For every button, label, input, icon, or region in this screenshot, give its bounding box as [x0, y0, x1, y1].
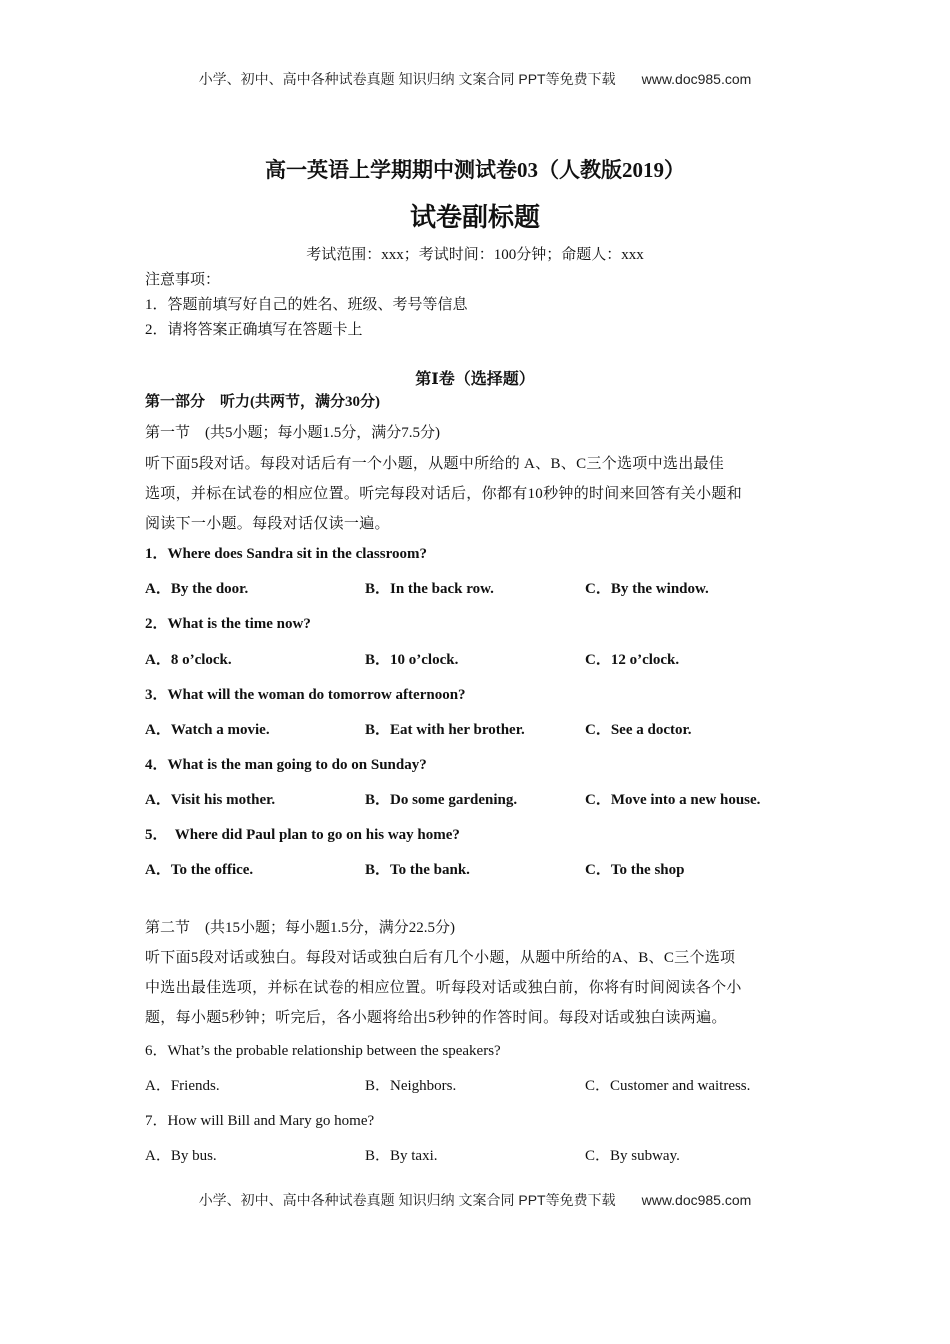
- note-item: 2．请将答案正确填写在答题卡上: [145, 322, 363, 338]
- question: 4．What is the man going to do on Sunday?: [145, 757, 427, 773]
- option-c: C．By subway.: [585, 1148, 680, 1164]
- instruction-line: 选项，并标在试卷的相应位置。听完每段对话后，你都有10秒钟的时间来回答有关小题和: [145, 486, 743, 502]
- question: 7．How will Bill and Mary go home?: [145, 1113, 375, 1129]
- option-a: A．By the door.: [145, 581, 249, 597]
- question: 1．Where does Sandra sit in the classroom?: [145, 546, 427, 562]
- instruction-line: 阅读下一小题。每段对话仅读一遍。: [145, 516, 390, 532]
- option-b: B．To the bank.: [365, 862, 470, 878]
- instruction-line: 听下面5段对话。每段对话后有一个小题，从题中所给的 A、B、C三个选项中选出最佳: [145, 456, 725, 472]
- option-c: C．See a doctor.: [585, 722, 692, 738]
- option-c: C．12 o’clock.: [585, 652, 680, 668]
- notes-heading: 注意事项：: [145, 272, 221, 288]
- option-c: C．Customer and waitress.: [585, 1078, 751, 1094]
- note-item: 1．答题前填写好自己的姓名、班级、考号等信息: [145, 297, 468, 313]
- question: 3．What will the woman do tomorrow afternoon?: [145, 687, 466, 703]
- option-c: C．By the window.: [585, 581, 709, 597]
- option-b: B．Eat with her brother.: [365, 722, 525, 738]
- page-title: 高一英语上学期期中测试卷03（人教版2019）: [265, 158, 685, 182]
- option-c: C．To the shop: [585, 862, 685, 878]
- page-footer: [0, 1190, 950, 1210]
- footer-text: 小学、初中、高中各种试卷真题 知识归纳 文案合同 PPT等免费下载: [198, 1192, 616, 1208]
- page-subtitle: 试卷副标题: [409, 203, 540, 232]
- instruction-line: 题，每小题5秒钟；听完后，各小题将给出5秒钟的作答时间。每段对话或独白读两遍。: [145, 1010, 727, 1026]
- instruction-line: 听下面5段对话或独白。每段对话或独白后有几个小题，从题中所给的A、B、C三个选项: [145, 950, 736, 966]
- option-b: B．By taxi.: [365, 1148, 438, 1164]
- header-text: 小学、初中、高中各种试卷真题 知识归纳 文案合同 PPT等免费下载: [198, 71, 616, 87]
- option-b: B．Do some gardening.: [365, 792, 518, 808]
- question: 6．What’s the probable relationship between the speakers?: [145, 1043, 501, 1059]
- option-a: A．Watch a movie.: [145, 722, 270, 738]
- header-url[interactable]: www.doc985.com: [641, 71, 752, 87]
- question: 5． Where did Paul plan to go on his way home?: [145, 827, 460, 843]
- option-b: B．In the back row.: [365, 581, 494, 597]
- page-header: [0, 69, 950, 89]
- exam-info: 考试范围：xxx；考试时间：100分钟；命题人：xxx: [306, 247, 644, 263]
- option-a: A．By bus.: [145, 1148, 217, 1164]
- question: 2．What is the time now?: [145, 616, 311, 632]
- option-b: B．Neighbors.: [365, 1078, 457, 1094]
- option-a: A．To the office.: [145, 862, 254, 878]
- part-heading: 第一部分 听力(共两节，满分30分): [145, 394, 380, 410]
- volume-title: 第Ⅰ卷（选择题）: [415, 371, 535, 388]
- option-a: A．Visit his mother.: [145, 792, 276, 808]
- instruction-line: 中选出最佳选项，并标在试卷的相应位置。听每段对话或独白前，你将有时间阅读各个小: [145, 980, 742, 996]
- option-b: B．10 o’clock.: [365, 652, 459, 668]
- footer-url[interactable]: www.doc985.com: [641, 1192, 752, 1208]
- option-a: A．8 o’clock.: [145, 652, 232, 668]
- option-a: A．Friends.: [145, 1078, 220, 1094]
- option-c: C．Move into a new house.: [585, 792, 761, 808]
- section-heading: 第二节 (共15小题；每小题1.5分，满分22.5分): [145, 920, 455, 936]
- section-heading: 第一节 (共5小题；每小题1.5分，满分7.5分): [145, 425, 440, 441]
